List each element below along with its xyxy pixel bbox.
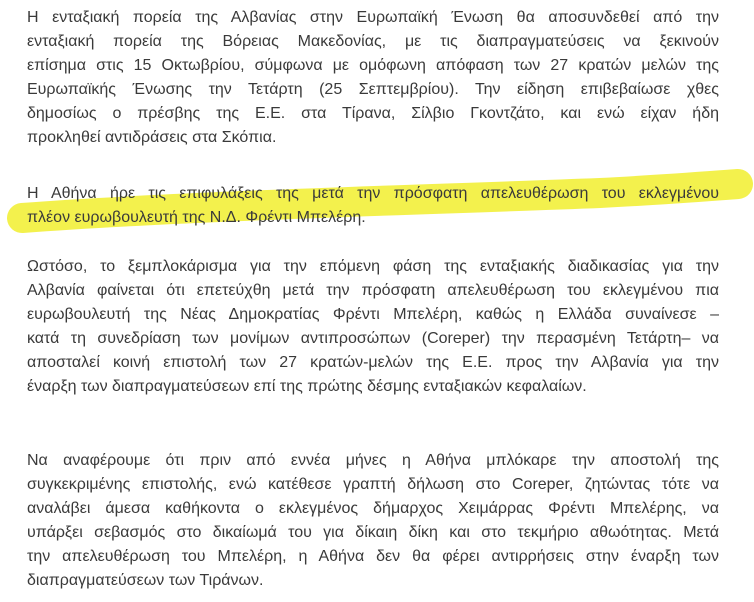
text-line: συγκεκριμένης επιστολής, ενώ κατέθεσε γραπτή δήλωση στο Coreper, ζητώντας τότε να xyxy=(27,476,719,493)
text-line: κατά τη συνεδρίαση των μονίμων αντιπροσώπων (Coreper) την περασμένη Τετάρτη– να xyxy=(27,330,719,347)
text-line: Η ενταξιακή πορεία της Αλβανίας στην Ευρωπαϊκή Ένωση θα αποσυνδεθεί από την xyxy=(27,9,719,26)
text-line: ενταξιακή πορεία της Βόρειας Μακεδονίας, με τις διαπραγματεύσεις να ξεκινούν xyxy=(27,33,719,50)
text-line: Η Αθήνα ήρε τις επιφυλάξεις της μετά την πρόσφατη απελευθέρωση του εκλεγμένου xyxy=(27,185,719,202)
text-line: αποσταλεί κοινή επιστολή των 27 κρατών-μελών της Ε.Ε. προς την Αλβανία για την xyxy=(27,354,719,371)
paragraph-4 xyxy=(27,449,719,593)
text-line: Ευρωπαϊκής Ένωσης την Τετάρτη (25 Σεπτεμβρίου). Την είδηση επιβεβαίωσε χθες xyxy=(27,81,719,98)
text-line: πλέον ευρωβουλευτή της Ν.Δ. Φρέντι Μπελέρη. xyxy=(27,209,366,226)
text-line: αναλάβει άμεσα καθήκοντα ο εκλεγμένος δήμαρχος Χειμάρρας Φρέντι Μπελέρης, να xyxy=(27,500,719,517)
paragraph-2-highlighted xyxy=(27,182,719,230)
text-line: Να αναφέρουμε ότι πριν από εννέα μήνες η Αθήνα μπλόκαρε την αποστολή της xyxy=(27,452,719,469)
text-line: έναρξη των διαπραγματεύσεων επί της πρώτης δέσμης ενταξιακών κεφαλαίων. xyxy=(27,378,587,395)
text-line: ευρωβουλευτή της Νέας Δημοκρατίας Φρέντι Μπελέρη, καθώς η Ελλάδα συναίνεσε – xyxy=(27,306,719,323)
text-line: διαπραγματεύσεων των Τιράνων. xyxy=(27,572,264,589)
text-line: την απελευθέρωση του Μπελέρη, η Αθήνα δεν θα φέρει αντιρρήσεις στην έναρξη των xyxy=(27,548,719,565)
text-line: επίσημα στις 15 Οκτωβρίου, σύμφωνα με ομόφωνη απόφαση των 27 κρατών μελών της xyxy=(27,57,719,74)
text-line: Αλβανία φαίνεται ότι επετεύχθη μετά την πρόσφατη απελευθέρωση του εκλεγμένου πια xyxy=(27,282,719,299)
text-line: δημοσίως ο πρέσβης της Ε.Ε. στα Τίρανα, Σίλβιο Γκοντζάτο, και ενώ είχαν ήδη xyxy=(27,105,719,122)
paragraph-1 xyxy=(27,6,719,150)
text-line: προκληθεί αντιδράσεις στα Σκόπια. xyxy=(27,129,277,146)
text-line: Ωστόσο, το ξεμπλοκάρισμα για την επόμενη φάση της ενταξιακής διαδικασίας για την xyxy=(27,258,719,275)
text-line: υπάρξει σεβασμός στο δικαίωμά του για δίκαιη δίκη και στο τεκμήριο αθωότητας. Μετά xyxy=(27,524,719,541)
paragraph-3 xyxy=(27,255,719,399)
